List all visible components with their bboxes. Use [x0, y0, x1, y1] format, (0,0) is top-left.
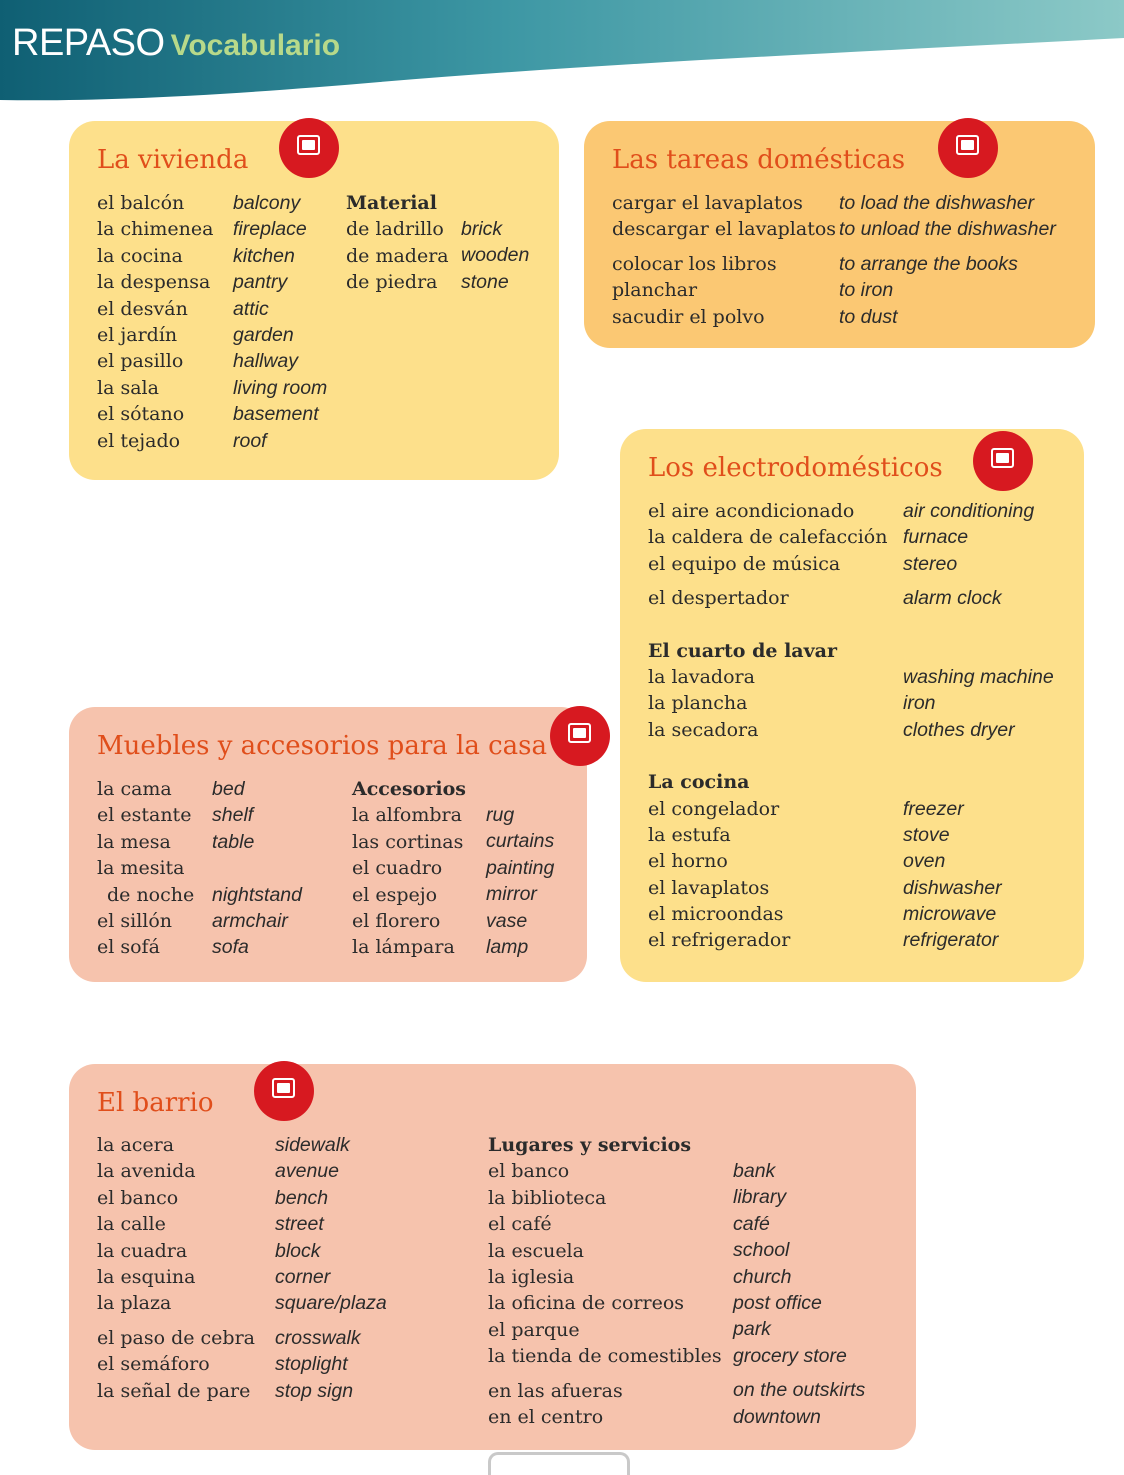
spacer [903, 612, 1054, 638]
vocab-entry: la biblioteca [488, 1186, 607, 1209]
vocab-entry: rug [486, 804, 515, 826]
spacer [648, 612, 887, 638]
vocab-entry: el aire acondicionado [648, 500, 855, 522]
vocab-entry: sofa [212, 936, 249, 959]
vocab-entry: el florero [352, 909, 441, 932]
vocab-entry: block [275, 1239, 321, 1262]
electro-screen-icon[interactable] [973, 431, 1033, 491]
vocab-entry: crosswalk [275, 1326, 361, 1349]
vocab-entry: el jardín [97, 323, 178, 346]
vocab-entry: sidewalk [275, 1134, 350, 1156]
vocab-entry: dishwasher [903, 876, 1002, 899]
accesorios-english-list [486, 802, 554, 960]
vocab-entry: el semáforo [97, 1353, 210, 1376]
lugares-spanish-list [488, 1132, 722, 1430]
vocab-entry: refrigerator [903, 929, 999, 952]
vocab-entry: school [733, 1239, 790, 1262]
vocab-entry: library [733, 1186, 787, 1209]
vocab-entry: microwave [903, 903, 997, 926]
spacer [903, 769, 1054, 795]
vocab-entry: de noche [107, 883, 195, 906]
vocab-entry: balcony [233, 192, 301, 214]
screen-icon-glyph [956, 135, 979, 155]
vocab-entry: de ladrillo [346, 218, 444, 241]
vocab-entry: attic [233, 297, 269, 320]
vocab-entry: park [733, 1318, 771, 1341]
vocab-entry: stone [461, 270, 509, 293]
vocab-entry: la alfombra [352, 804, 462, 827]
vocab-entry: el sótano [97, 403, 185, 426]
vocabulario-label: Vocabulario [170, 29, 341, 62]
vocab-entry: to unload the dishwasher [839, 218, 1056, 241]
vocab-entry: café [733, 1212, 770, 1235]
vocab-entry: el desván [97, 297, 188, 320]
vocab-entry: la lámpara [352, 936, 455, 959]
vocab-entry: el parque [488, 1318, 580, 1341]
vocab-entry: el sofá [97, 936, 160, 959]
vocab-entry: to arrange the books [839, 252, 1018, 275]
spacer [275, 1317, 387, 1325]
barrio-spanish-list [97, 1132, 255, 1404]
muebles-english-list [212, 776, 302, 961]
vocab-entry: la avenida [97, 1160, 196, 1183]
spacer [648, 577, 887, 585]
vocab-entry: washing machine [903, 665, 1054, 688]
vocab-entry: la señal de pare [97, 1379, 251, 1402]
vocab-entry: el banco [97, 1186, 179, 1209]
vocab-entry: en el centro [488, 1405, 604, 1428]
barrio-screen-icon[interactable] [254, 1061, 314, 1121]
spacer [648, 743, 887, 769]
vocab-entry: el sillón [97, 909, 173, 932]
barrio-title: El barrio [97, 1088, 214, 1118]
muebles-screen-icon[interactable] [550, 706, 610, 766]
vocab-entry: la lavadora [648, 665, 755, 688]
spacer [903, 638, 1054, 664]
vocab-entry: las cortinas [352, 830, 464, 853]
vocab-entry: la cuadra [97, 1239, 188, 1262]
vocab-entry: la calle [97, 1213, 166, 1236]
vocab-entry: stoplight [275, 1353, 348, 1376]
vocab-entry [212, 855, 302, 881]
electro-english-list [903, 498, 1054, 954]
vocab-entry: la acera [97, 1134, 175, 1156]
vocab-entry: de madera [346, 244, 449, 267]
muebles-spanish-list [97, 776, 194, 961]
vocab-entry: to dust [839, 305, 898, 328]
repaso-label: REPASO [12, 22, 165, 64]
electro-spanish-list [648, 498, 887, 954]
vocab-entry: el despertador [648, 587, 789, 610]
vivienda-title: La vivienda [97, 145, 249, 175]
screen-icon-glyph [297, 135, 320, 155]
vocab-entry: el tejado [97, 429, 181, 452]
vocab-entry: furnace [903, 526, 969, 549]
vocab-entry: table [212, 830, 255, 853]
tareas-spanish-list [612, 190, 836, 330]
lavar-heading: El cuarto de lavar [648, 639, 837, 662]
vocab-entry: vase [486, 909, 528, 932]
muebles-title: Muebles y accesorios para la casa [97, 731, 547, 761]
vocab-entry: nightstand [212, 883, 302, 906]
tareas-english-list [839, 190, 1056, 330]
vivienda-screen-icon[interactable] [279, 118, 339, 178]
vocab-entry: el horno [648, 850, 728, 873]
vocab-entry: pantry [233, 271, 288, 294]
vocab-entry: to load the dishwasher [839, 192, 1035, 214]
vocab-entry: la tienda de comestibles [488, 1345, 722, 1368]
vocab-entry: on the outskirts [733, 1379, 866, 1402]
cocina-heading: La cocina [648, 771, 750, 794]
vocab-entry: la escuela [488, 1239, 584, 1262]
vocab-entry: post office [733, 1291, 822, 1314]
barrio-english-list [275, 1132, 387, 1404]
material-heading: Material [346, 192, 437, 214]
vocab-entry: la iglesia [488, 1265, 575, 1288]
spacer [903, 577, 1054, 585]
screen-icon-glyph [568, 723, 591, 743]
vocab-entry: air conditioning [903, 500, 1035, 522]
vocab-entry: corner [275, 1265, 331, 1288]
vocab-entry: painting [486, 856, 555, 879]
vocab-entry: el lavaplatos [648, 876, 770, 899]
vocab-entry: roof [233, 429, 267, 452]
accesorios-spanish-list [352, 776, 466, 961]
vocab-entry: church [733, 1265, 792, 1288]
vocab-entry: el paso de cebra [97, 1326, 255, 1349]
spacer [488, 1370, 722, 1378]
vocab-entry: street [275, 1213, 324, 1236]
vocab-entry: el espejo [352, 883, 438, 906]
vocab-entry: brick [461, 218, 503, 240]
vocab-entry: living room [233, 376, 328, 399]
electro-title: Los electrodomésticos [648, 453, 943, 483]
screen-icon-glyph [272, 1078, 295, 1098]
spacer [733, 1369, 865, 1377]
vocab-entry: el estante [97, 804, 192, 827]
spacer [903, 743, 1054, 769]
vivienda-material-spanish [346, 190, 449, 296]
vocab-entry: basement [233, 403, 319, 426]
vocab-entry: alarm clock [903, 587, 1002, 610]
vocab-entry: freezer [903, 797, 964, 820]
spacer [97, 1317, 255, 1325]
screen-icon-glyph [991, 448, 1014, 468]
vocab-entry: la estufa [648, 823, 731, 846]
vocab-entry: oven [903, 850, 946, 873]
vocab-entry: square/plaza [275, 1292, 387, 1315]
vocab-entry: el balcón [97, 192, 185, 214]
vocab-entry: curtains [486, 830, 555, 853]
vocab-entry: downtown [733, 1405, 821, 1428]
vocab-entry: la oficina de correos [488, 1292, 685, 1315]
spacer [612, 243, 836, 251]
vocab-entry: bench [275, 1186, 329, 1209]
vocab-entry: la plaza [97, 1292, 172, 1315]
vocab-entry: el banco [488, 1160, 570, 1183]
vocab-entry: el refrigerador [648, 929, 791, 952]
vocab-entry: to iron [839, 279, 894, 302]
vocab-entry: hallway [233, 350, 299, 373]
vocab-entry: el congelador [648, 797, 780, 820]
vocab-entry: el cuadro [352, 857, 443, 880]
vocab-entry: bank [733, 1160, 776, 1182]
vocab-entry: el equipo de música [648, 552, 841, 575]
vocab-entry: wooden [461, 244, 530, 267]
vocab-entry: sacudir el polvo [612, 305, 765, 328]
header-banner [0, 0, 1124, 110]
vocab-entry: stop sign [275, 1379, 354, 1402]
vocab-entry: armchair [212, 909, 288, 932]
vocab-entry: el pasillo [97, 350, 184, 373]
vocab-entry: colocar los libros [612, 252, 777, 275]
vocab-entry: la despensa [97, 271, 211, 294]
vocab-entry: la mesita [97, 857, 185, 880]
page-title [12, 22, 340, 65]
vocab-entry: stereo [903, 552, 958, 575]
vocab-entry: el microondas [648, 903, 784, 926]
lugares-heading: Lugares y servicios [488, 1134, 692, 1156]
vocab-entry: bed [212, 778, 245, 800]
vocab-entry: la secadora [648, 718, 759, 741]
vocab-entry: shelf [212, 804, 254, 827]
vocab-entry: cargar el lavaplatos [612, 192, 803, 214]
vocab-entry: clothes dryer [903, 718, 1015, 741]
vocab-entry: en las afueras [488, 1379, 623, 1402]
vocab-entry: el café [488, 1213, 552, 1236]
lugares-english-list [733, 1158, 865, 1430]
vocab-entry: garden [233, 323, 294, 346]
vocab-entry: la mesa [97, 830, 171, 853]
vocab-entry: de piedra [346, 271, 438, 294]
vocab-entry: la cocina [97, 244, 183, 267]
vocab-entry: stove [903, 823, 950, 846]
vocab-entry: la cama [97, 778, 172, 800]
vocab-entry: kitchen [233, 244, 295, 267]
vocab-entry: la caldera de calefacción [648, 526, 888, 549]
vivienda-spanish-list [97, 190, 213, 454]
spacer [839, 243, 1056, 251]
vocab-entry: lamp [486, 935, 529, 958]
vocab-entry: mirror [486, 883, 537, 906]
vocab-entry: la esquina [97, 1265, 196, 1288]
vocab-entry: planchar [612, 279, 698, 302]
vocab-entry: la sala [97, 376, 159, 399]
vocab-entry: descargar el lavaplatos [612, 218, 837, 241]
accesorios-heading: Accesorios [352, 778, 466, 800]
vocab-entry: grocery store [733, 1344, 847, 1367]
vocab-entry: la plancha [648, 692, 748, 715]
tareas-screen-icon[interactable] [938, 118, 998, 178]
vivienda-english-list [233, 190, 327, 454]
vocab-entry: avenue [275, 1160, 339, 1183]
vivienda-material-english [461, 216, 529, 295]
vocab-entry: fireplace [233, 218, 307, 241]
tareas-title: Las tareas domésticas [612, 145, 906, 175]
vocab-entry: iron [903, 692, 936, 715]
vocab-entry: la chimenea [97, 218, 214, 241]
